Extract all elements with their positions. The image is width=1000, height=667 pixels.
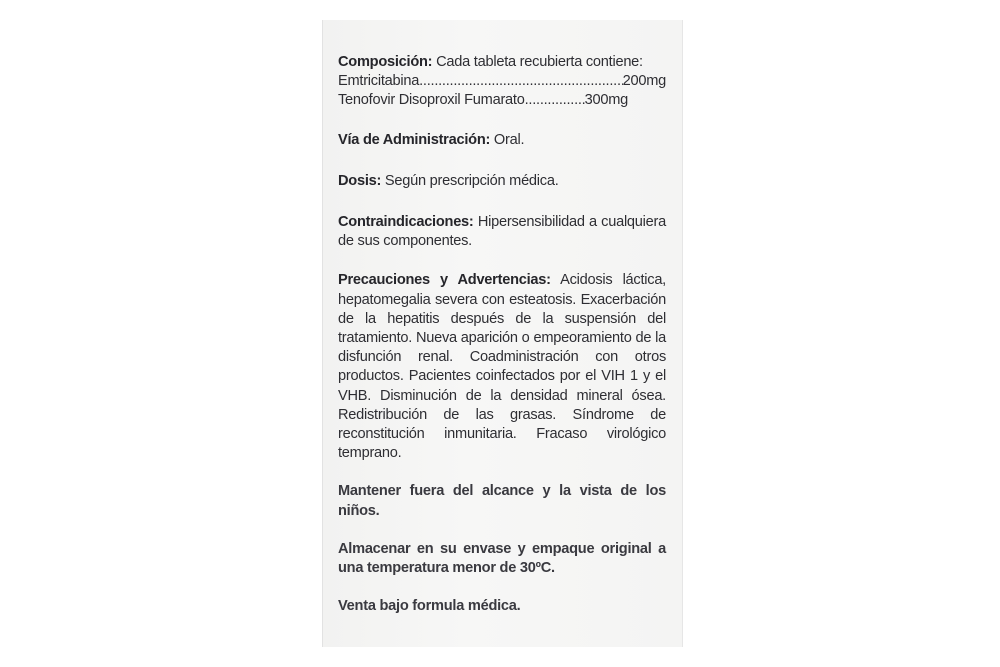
- precauciones-section: [338, 271, 666, 463]
- ingredient-amount: 300mg: [584, 92, 628, 109]
- ingredient-name: Tenofovir Disoproxil Fumarato: [338, 92, 525, 109]
- dot-leader: [419, 72, 623, 91]
- almacenar-instruction: Almacenar en su envase y empaque original a una temperatura menor de 30ºC.: [338, 540, 666, 577]
- contra-label: Contraindicaciones:: [338, 214, 474, 231]
- ingredient-amount: 200mg: [622, 73, 666, 90]
- ingredient-name: Emtricitabina: [338, 73, 420, 90]
- dosis-label: Dosis:: [338, 172, 382, 189]
- precauciones-label: Precauciones y Advertencias:: [338, 272, 551, 289]
- via-value: Oral.: [493, 131, 525, 148]
- mantener-warning: Mantener fuera del alcance y la vista de los niños.: [338, 483, 666, 519]
- composicion-intro: Cada tableta recubierta contiene:: [436, 54, 643, 70]
- ingredient-row: [338, 91, 628, 110]
- via-section: [338, 131, 666, 150]
- contra-value: Hipersensibilidad a cualquiera de sus componentes.: [338, 214, 667, 250]
- dosis-value: Según prescripción médica.: [384, 172, 559, 189]
- venta-note: Venta bajo formula médica.: [338, 598, 521, 615]
- ingredient-row: [338, 72, 666, 91]
- package-label-text: [338, 53, 666, 616]
- dot-leader: [525, 91, 585, 110]
- composicion-label: Composición:: [338, 54, 433, 70]
- precauciones-value: Acidosis láctica, hepatomegalia severa con esteatosis. Exacerbación de la hepatitis después de la suspensión del tratamiento. Nueva aparición o empeoramiento de la disfunción renal. Coadministración con otros productos. Pacientes coinfectados por el VIH 1 y el VHB. Disminución de la densidad mineral ósea. Redistribución de las grasas. Síndrome de reconstitución inmunitaria. Fracaso virológico temprano.: [338, 272, 666, 462]
- dosis-section: [338, 172, 666, 191]
- composicion-heading: [338, 53, 666, 72]
- via-label: Vía de Administración:: [338, 131, 491, 148]
- contraindicaciones-section: [338, 213, 666, 251]
